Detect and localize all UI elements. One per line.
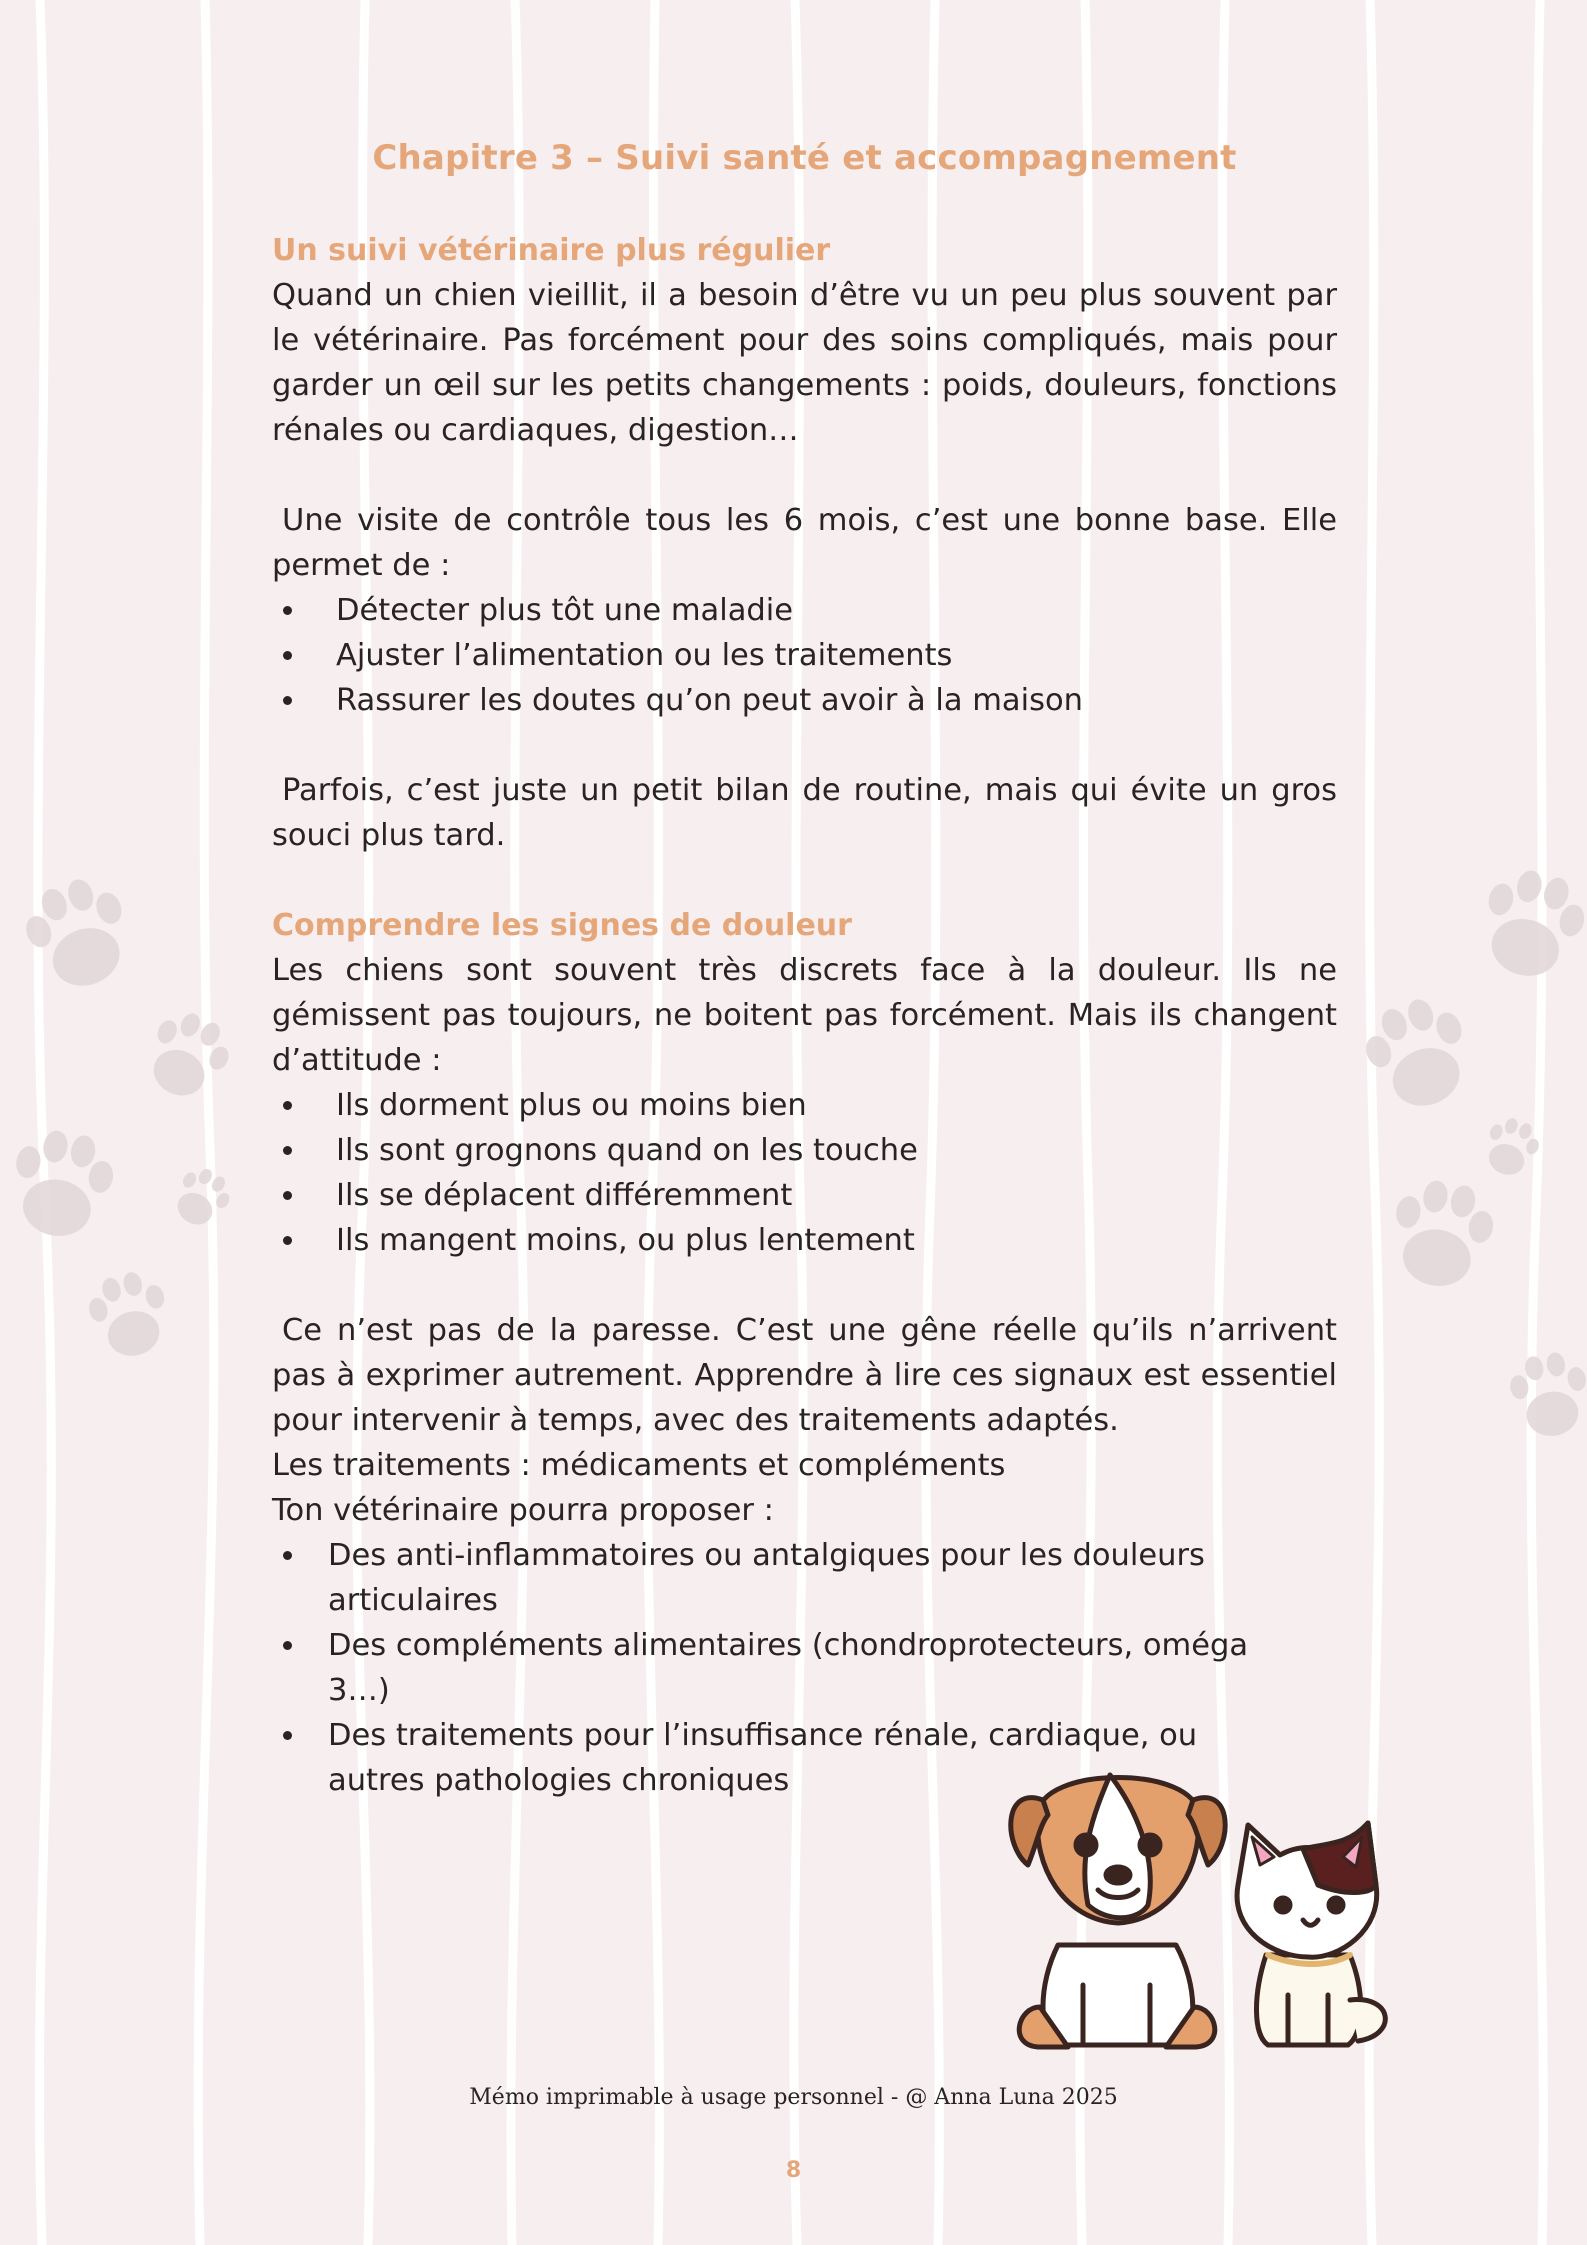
list-item: • Des anti-inflammatoires ou antalgiques pour les douleurs articulaires — [308, 1533, 1268, 1623]
dog-and-cat-illustration — [998, 1745, 1408, 2065]
paragraph: Ce n’est pas de la paresse. C’est une gêne réelle qu’ils n’arrivent pas à exprimer autrement. Apprendre à lire ces signaux est essentiel pour intervenir à temps, avec des traitements adaptés. — [272, 1313, 1337, 1438]
footer-text: Mémo imprimable à usage personnel - @ Anna Luna 2025 — [469, 2085, 1118, 2110]
paragraph: Parfois, c’est juste un petit bilan de routine, mais qui évite un gros souci plus tard. — [272, 773, 1337, 853]
paragraph: Quand un chien vieillit, il a besoin d’être vu un peu plus souvent par le vétérinaire. Pas forcément pour des soins compliqués, mais pour garder un œil sur les petits changements : poids, douleurs, fonctions rénales ou cardiaques, digestion… — [272, 278, 1337, 448]
list-item: • Ils mangent moins, ou plus lentement — [308, 1218, 1337, 1263]
list-item: • Des traitements pour l’insuffisance rénale, cardiaque, ou autres pathologies chroniques — [308, 1713, 1268, 1803]
section-title-pain: Comprendre les signes de douleur — [272, 908, 852, 943]
list-item: • Ils se déplacent différemment — [308, 1173, 1337, 1218]
list-item: • Ils sont grognons quand on les touche — [308, 1128, 1337, 1173]
bullet-list — [272, 1083, 1337, 1263]
list-item: • Détecter plus tôt une maladie — [308, 588, 1337, 633]
paragraph: Ton vétérinaire pourra proposer : — [272, 1493, 774, 1528]
list-item: • Des compléments alimentaires (chondroprotecteurs, oméga 3…) — [308, 1623, 1268, 1713]
list-item: • Ajuster l’alimentation ou les traitements — [308, 633, 1337, 678]
paragraph: Les chiens sont souvent très discrets face à la douleur. Ils ne gémissent pas toujours, ne boitent pas forcément. Mais ils changent d’attitude : — [272, 953, 1337, 1078]
chapter-title: Chapitre 3 – Suivi santé et accompagnement — [372, 138, 1237, 178]
list-item: • Ils dorment plus ou moins bien — [308, 1083, 1337, 1128]
section-title-vet: Un suivi vétérinaire plus régulier — [272, 233, 831, 268]
list-item: • Rassurer les doutes qu’on peut avoir à la maison — [308, 678, 1337, 723]
paragraph: Les traitements : médicaments et compléments — [272, 1448, 1006, 1483]
bullet-list — [272, 588, 1337, 723]
page-content — [272, 138, 1337, 1803]
paragraph: Une visite de contrôle tous les 6 mois, c’est une bonne base. Elle permet de : — [272, 503, 1337, 583]
page-number: 8 — [785, 2158, 802, 2183]
